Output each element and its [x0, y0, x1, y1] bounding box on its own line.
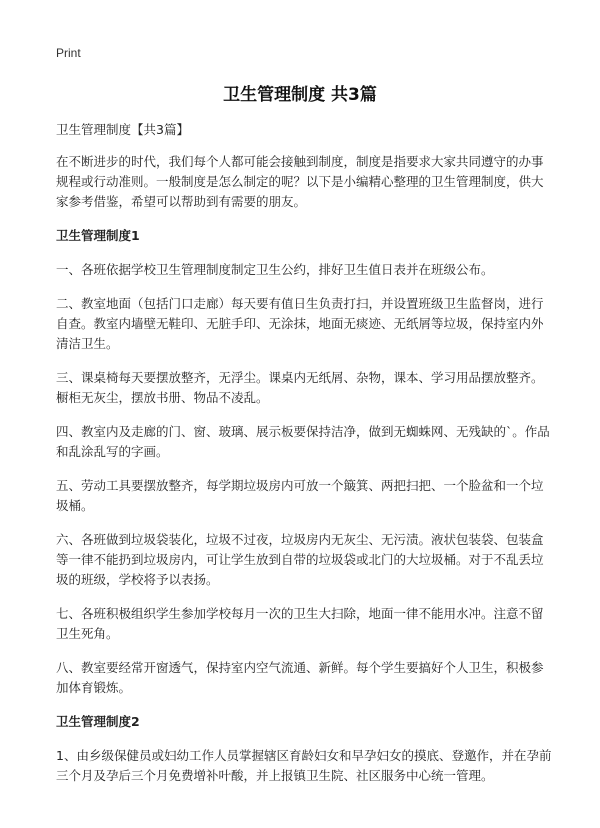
section1-paragraph-5: 五、劳动工具要摆放整齐，每学期垃圾房内可放一个簸箕、两把扫把、一个脸盆和一个垃圾桶。 — [56, 478, 544, 513]
section1-paragraph-3: 三、课桌椅每天要摆放整齐，无浮尘。课桌内无纸屑、杂物，课本、学习用品摆放整齐。橱柜无灰尘，摆放书册、物品不凌乱。 — [56, 370, 544, 405]
print-link[interactable]: Print — [56, 46, 81, 60]
section1-paragraph-4: 四、教室内及走廊的门、窗、玻璃、展示板要保持洁净，做到无蜘蛛网、无残缺的`。作品和乱涂乱写的字画。 — [56, 424, 550, 459]
section-heading-2: 卫生管理制度2 — [56, 714, 140, 729]
page-title: 卫生管理制度 共3篇 — [223, 85, 377, 105]
section-heading-1: 卫生管理制度1 — [56, 228, 140, 243]
document-subtitle: 卫生管理制度【共3篇】 — [56, 122, 189, 137]
section1-paragraph-1: 一、各班依据学校卫生管理制度制定卫生公约，排好卫生值日表并在班级公布。 — [56, 262, 494, 277]
intro-paragraph: 在不断进步的时代，我们每个人都可能会接触到制度，制度是指要求大家共同遵守的办事规程或行动准则。一般制度是怎么制定的呢？以下是小编精心整理的卫生管理制度，供大家参考借鉴，希望可以帮助到有需要的朋友。 — [56, 154, 544, 209]
document-body — [56, 120, 554, 800]
section1-paragraph-6: 六、各班做到垃圾袋装化，垃圾不过夜，垃圾房内无灰尘、无污渍。液状包装袋、包装盒等一律不能扔到垃圾房内，可让学生放到自带的垃圾袋或北门的大垃圾桶。对于不乱丢垃圾的班级，学校将予以表扬。 — [56, 532, 544, 587]
section1-paragraph-8: 八、教室要经常开窗透气，保持室内空气流通、新鲜。每个学生要搞好个人卫生，积极参加体育锻炼。 — [56, 660, 544, 695]
section1-paragraph-2: 二、教室地面（包括门口走廊）每天要有值日生负责打扫，并设置班级卫生监督岗，进行自查。教室内墙壁无鞋印、无脏手印、无涂抹，地面无痰迹、无纸屑等垃圾，保持室内外清洁卫生。 — [56, 296, 544, 351]
section2-paragraph-1: 1、由乡级保健员或妇幼工作人员掌握辖区育龄妇女和早孕妇女的摸底、登邀作，并在孕前三个月及孕后三个月免费增补叶酸，并上报镇卫生院、社区服务中心统一管理。 — [56, 748, 552, 783]
section1-paragraph-7: 七、各班积极组织学生参加学校每月一次的卫生大扫除，地面一律不能用水冲。注意不留卫生死角。 — [56, 606, 544, 641]
